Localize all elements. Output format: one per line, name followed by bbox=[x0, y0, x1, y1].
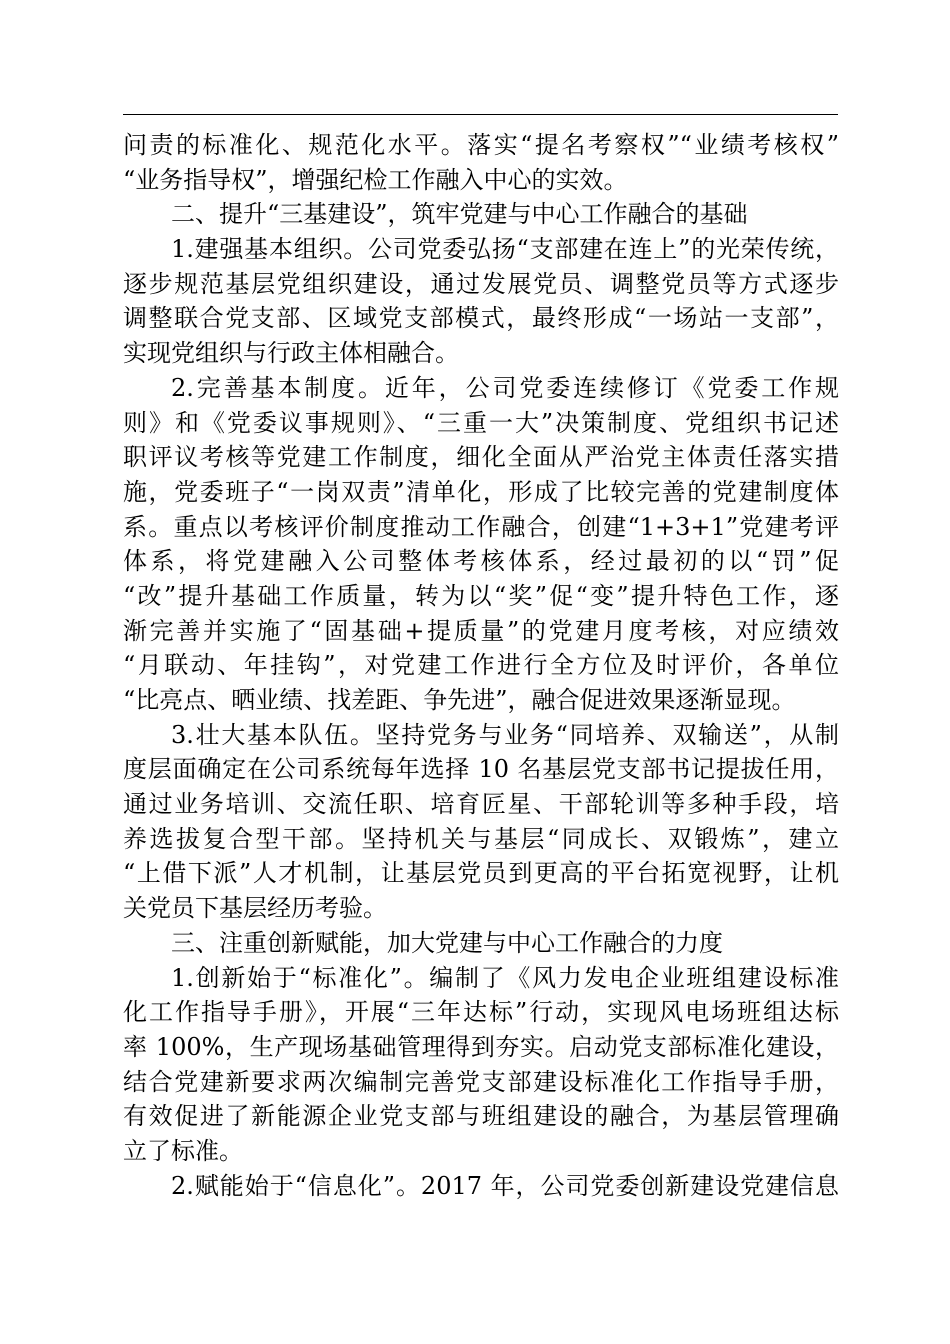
text-line: 3.壮大基本队伍。坚持党务与业务“同培养、双输送”，从制 bbox=[171, 720, 839, 749]
text-line: 渐完善并实施了“固基础+提质量”的党建月度考核，对应绩效 bbox=[123, 616, 839, 645]
text-line: 实现党组织与行政主体相融合。 bbox=[123, 339, 459, 368]
text-line: “业务指导权”，增强纪检工作融入中心的实效。 bbox=[123, 165, 628, 194]
text-line: “改”提升基础工作质量，转为以“奖”促“变”提升特色工作，逐 bbox=[123, 581, 839, 610]
text-line: 系。重点以考核评价制度推动工作融合，创建“1+3+1”党建考评 bbox=[123, 512, 839, 541]
text-line: 1.创新始于“标准化”。编制了《风力发电企业班组建设标准 bbox=[171, 963, 839, 992]
text-line: 1.建强基本组织。公司党委弘扬“支部建在连上”的光荣传统， bbox=[171, 235, 839, 264]
document-body bbox=[123, 128, 839, 1203]
text-line: 化工作指导手册》，开展“三年达标”行动，实现风电场班组达标 bbox=[123, 998, 839, 1027]
text-line: 职评议考核等党建工作制度，细化全面从严治党主体责任落实措 bbox=[123, 443, 839, 472]
text-line: 逐步规范基层党组织建设，通过发展党员、调整党员等方式逐步 bbox=[123, 269, 839, 298]
text-line: 施，党委班子“一岗双责”清单化，形成了比较完善的党建制度体 bbox=[123, 477, 839, 506]
header-rule bbox=[123, 114, 838, 115]
text-line: 问责的标准化、规范化水平。落实“提名考察权”“业绩考核权” bbox=[123, 131, 839, 159]
text-line: “比亮点、晒业绩、找差距、争先进”，融合促进效果逐渐显现。 bbox=[123, 686, 796, 714]
text-line: 调整联合党支部、区域党支部模式，最终形成“一场站一支部”， bbox=[123, 304, 839, 333]
text-line: 则》和《党委议事规则》、“三重一大”决策制度、党组织书记述 bbox=[123, 408, 839, 437]
text-line: 养选拔复合型干部。坚持机关与基层“同成长、双锻炼”，建立 bbox=[123, 824, 839, 853]
text-line: 关党员下基层经历考验。 bbox=[123, 894, 387, 923]
text-line: “月联动、年挂钩”，对党建工作进行全方位及时评价，各单位 bbox=[123, 651, 839, 680]
text-line: 立了标准。 bbox=[123, 1136, 243, 1165]
text-line: 2.完善基本制度。近年，公司党委连续修订《党委工作规 bbox=[171, 373, 839, 402]
text-line: 2.赋能始于“信息化”。2017 年，公司党委创新建设党建信息 bbox=[171, 1171, 839, 1200]
text-line: 二、提升“三基建设”，筑牢党建与中心工作融合的基础 bbox=[171, 200, 748, 229]
text-line: “上借下派”人才机制，让基层党员到更高的平台拓宽视野，让机 bbox=[123, 859, 839, 888]
text-line: 有效促进了新能源企业党支部与班组建设的融合，为基层管理确 bbox=[123, 1102, 839, 1131]
text-line: 三、注重创新赋能，加大党建与中心工作融合的力度 bbox=[171, 928, 723, 957]
text-line: 结合党建新要求两次编制完善党支部建设标准化工作指导手册， bbox=[123, 1067, 839, 1096]
text-line: 通过业务培训、交流任职、培育匠星、干部轮训等多种手段，培 bbox=[123, 790, 839, 819]
text-line: 率 100%，生产现场基础管理得到夯实。启动党支部标准化建设， bbox=[123, 1032, 839, 1061]
text-line: 体系，将党建融入公司整体考核体系，经过最初的以“罚”促 bbox=[123, 547, 839, 576]
text-line: 度层面确定在公司系统每年选择 10 名基层党支部书记提拔任用， bbox=[123, 755, 839, 784]
